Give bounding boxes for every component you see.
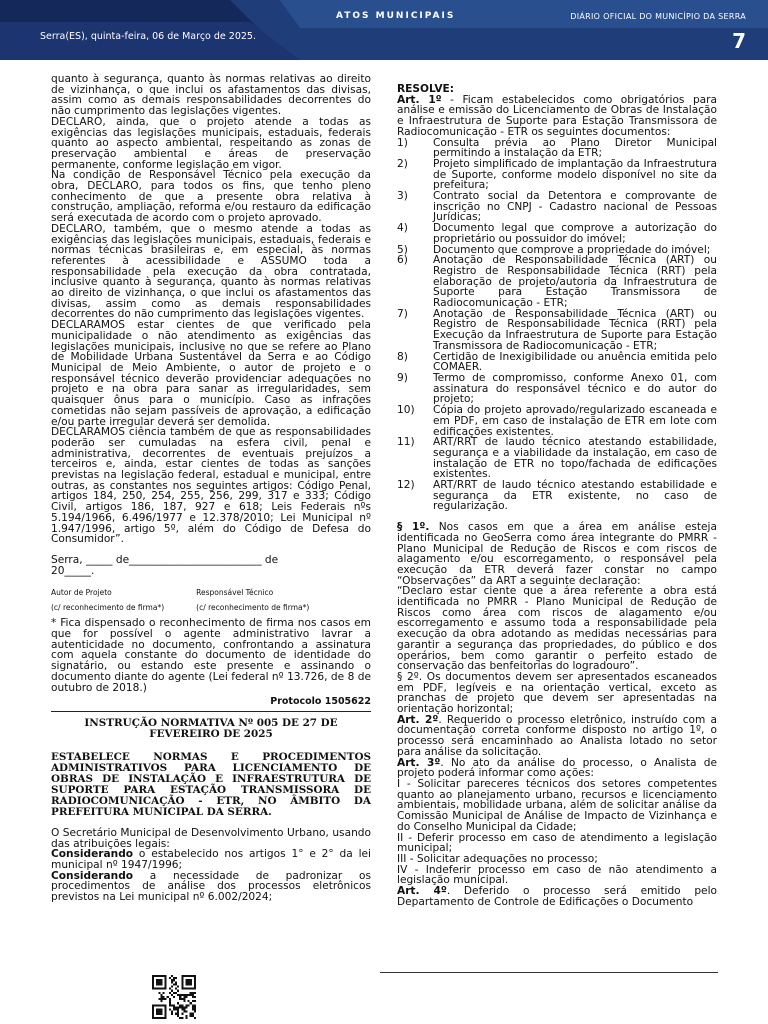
footnote: * Fica dispensado o reconhecimento de firma nos casos em que for possível o agente administrativo lavrar a autenticidade no documento, confrontando a assinatura com aquela constante do documento de identidade do signatário, ou estando este presente e assinando o documento diante do agente (Lei federal nº 13.726, de 8 de outubro de 2018.): [51, 617, 371, 694]
paragraph-text: Nos casos em que a área em análise esteja identificada no GeoSerra como área integrante do PMRR - Plano Municipal de Redução de Riscos e com riscos de alagamento e/ou escorregamento, o responsável pela execução da ETR deverá fazer constar no campo “Observações” da ART a seguinte declaração:: [397, 521, 717, 587]
secretary-paragraph: O Secretário Municipal de Desenvolvimento Urbano, usando das atribuições legais:: [51, 826, 371, 850]
list-item-text: Consulta prévia ao Plano Diretor Municipal permitindo a instalação da ETR;: [433, 136, 717, 160]
article-text: . No ato da análise do processo, o Analista de projeto poderá informar como ações:: [397, 756, 717, 780]
resolve-heading: RESOLVE:: [397, 83, 454, 95]
list-item-number: 9): [397, 371, 408, 384]
paragraph-label: § 1º.: [397, 521, 430, 534]
paragraph-2: § 2º. Os documentos devem ser apresentados escaneados em PDF, legíveis e na orientação vertical, exceto as pranchas de projeto que devem ser apresentadas na orientação horizontal;: [397, 670, 717, 716]
list-item-text: ART/RRT de laudo técnico atestando estabilidade, segurança e a viabilidade da instalação, em caso de instalação de ETR no topo/fachada de edificações existentes.: [433, 436, 717, 481]
header-banner: [0, 0, 768, 60]
article-label: Art. 1º: [397, 93, 442, 106]
article-2: [397, 715, 717, 758]
list-item-text: Anotação de Responsabilidade Técnica (ART) ou Registro de Responsabilidade Técnica (RRT) pela elaboração de projeto/autoria da Infraestrutura de Suporte para Estação Transmissora de Radiocomunicação - ETR;: [433, 254, 717, 310]
page-number: 7: [732, 29, 746, 53]
article-4: [397, 886, 717, 907]
left-column: [51, 74, 371, 903]
list-item-text: Certidão de Inexigibilidade ou anuência emitida pelo COMAER.: [433, 350, 717, 374]
considering-label: Considerando: [51, 848, 134, 861]
list-item-number: 10): [397, 404, 415, 417]
article-1: [397, 95, 717, 138]
article-3: [397, 758, 717, 779]
place-date-line: Serra, _____ de_________________________ de: [51, 553, 279, 566]
list-item-number: 1): [397, 136, 408, 149]
signature-author-note: (c/ reconhecimento de firma*): [51, 603, 165, 613]
list-item-text: Documento legal que comprove a autorização do proprietário ou possuidor do imóvel;: [433, 222, 717, 245]
issue-date: Serra(ES), quinta-feira, 06 de Março de 2025.: [40, 31, 256, 42]
list-item-number: 3): [397, 190, 408, 203]
list-item-number: 2): [397, 157, 408, 170]
signature-technician-note: (c/ reconhecimento de firma*): [196, 603, 310, 613]
paragraph: Na condição de Responsável Técnico pela execução da obra, DECLARO, para todos os fins, que tenho pleno conhecimento de que a presente obra relativa à construção, ampliação, reforma e/ou restauro da edificação será executada de acordo com o projeto aprovado.: [51, 169, 371, 225]
article-text: . Requerido o processo eletrônico, instruído com a documentação correta conforme disposto no artigo 1º, o processo será encaminhado ao Analista lotado no setor para análise da solicitação.: [397, 713, 717, 758]
article-label: Art. 4º: [397, 885, 447, 898]
action-3: III - Solicitar adequações no processo;: [397, 852, 598, 865]
article-text: . Deferido o processo será emitido pelo Departamento de Controle de Edificações o Documento: [397, 885, 717, 908]
document-list: [397, 138, 717, 513]
considering-text: a necessidade de padronizar os procedimentos de análise dos processos eletrônicos previstos na Lei municipal nº 6.002/2024;: [51, 869, 371, 904]
paragraph-1: [397, 522, 717, 586]
list-item-text: Anotação de Responsabilidade Técnica (ART) ou Registro de Responsabilidade Técnica (RRT) pela Execução da Infraestrutura de Suporte para Estação Transmissora de Radiocomunicação - ETR;: [433, 307, 717, 352]
place-date-year: 20_____.: [51, 564, 95, 577]
list-item-number: 4): [397, 222, 408, 235]
document-list-item: [397, 191, 717, 223]
considering-label: Considerando: [51, 869, 134, 882]
signature-technician: [196, 588, 309, 612]
document-list-item: [397, 159, 717, 191]
gazette-header: [0, 0, 768, 60]
considering-1: [51, 849, 371, 870]
list-item-number: 8): [397, 350, 408, 363]
document-list-item: [397, 255, 717, 309]
document-list-item: [397, 223, 717, 244]
instruction-subject: ESTABELECE NORMAS E PROCEDIMENTOS ADMINISTRATIVOS PARA LICENCIAMENTO DE OBRAS DE INSTALAÇÃO E INFRAESTRUTURA DE SUPORTE PARA ESTAÇÃO TRANSMISSORA DE RADIOCOMUNICAÇÃO - ETR, NO ÂMBITO DA PREFEITURA MUNICIPAL DA SERRA.: [51, 750, 371, 818]
action-1: I - Solicitar pareceres técnicos dos setores competentes quanto ao planejamento urbano, recursos e licenciamento ambientais, mobilidade urbana, além de solicitar análise da Comissão Municipal de Análise de Impacto de Vizinhança e do Conselho Municipal da Cidade;: [397, 778, 717, 833]
list-item-number: 6): [397, 254, 408, 267]
list-item-number: 12): [397, 479, 415, 492]
document-list-item: [397, 352, 717, 373]
paragraph: DECLARO, também, que o mesmo atende a todas as exigências das legislações municipais, estaduais, federais e normas técnicas brasileiras e, em especial, às normas referentes à acessibilidade e ASSUMO toda a responsabilidade pela execução da obra contratada, inclusive quanto à segurança, quanto às normas relativas ao direito de vizinhança, o que inclui os afastamentos das divisas, assim como as demais responsabilidades decorrentes do não cumprimento das legislações vigentes.: [51, 222, 371, 321]
article-label: Art. 3º: [397, 756, 441, 769]
considering-2: [51, 871, 371, 903]
action-4: IV - Indeferir processo em caso de não atendimento a legislação municipal.: [397, 863, 717, 887]
article-text: - Ficam estabelecidos como obrigatórios para análise e emissão do Licenciamento de Obras de Instalação e Infraestrutura de Suporte para Estação Transmissora de Radiocomunicação - ETR os seguintes documentos:: [397, 93, 718, 138]
document-list-item: [397, 405, 717, 437]
column-divider: [380, 972, 718, 973]
signature-row: [51, 588, 371, 612]
qr-code-icon: [152, 975, 196, 1019]
paragraph: DECLARAMOS ciência também de que as responsabilidades poderão ser cumuladas na esfera civil, penal e administrativa, decorrentes de eventuais prejuízos a terceiros e, ainda, estar cientes de todas as sanções previstas na legislação federal, estadual e municipal, entre outras, as constantes nos seguintes artigos: Código Penal, artigos 184, 250, 254, 255, 256, 299, 317 e 333; Código Civil, artigos 186, 187, 927 e 618; Leis Federais nºs 5.194/1966, 6.496/1977 e 12.378/2010; Lei Municipal nº 1.947/1996, artigo 5º, além do Código de Defesa do Consumidor”.: [51, 426, 371, 546]
action-2: II - Deferir processo em caso de atendimento a legislação municipal;: [397, 831, 717, 855]
section-divider: [51, 711, 371, 712]
signature-author: [51, 588, 164, 612]
paragraph: DECLARAMOS estar cientes de que verificado pela municipalidade o não atendimento as exigências das legislações municipais, inclusive no que se refere ao Plano de Mobilidade Urbana Sustentável da Serra e ao Código Municipal de Meio Ambiente, o autor de projeto e o responsável técnico deverão providenciar adequações no projeto e na obra para sanar as irregularidades, sem quaisquer ônus para o município. Caso as infrações cometidas não sejam passíveis de aprovação, a edificação e/ou parte irregular deverá ser demolida.: [51, 319, 371, 428]
instruction-title: INSTRUÇÃO NORMATIVA Nº 005 DE 27 DE FEVEREIRO DE 2025: [84, 716, 338, 740]
right-column: [397, 74, 717, 907]
article-label: Art. 2º: [397, 713, 439, 726]
document-list-item: [397, 138, 717, 159]
list-item-number: 5): [397, 243, 408, 256]
list-item-text: ART/RRT de laudo técnico atestando estabilidade e segurança da ETR existente, no caso de regularização.: [433, 479, 717, 513]
list-item-text: Documento que comprove a propriedade do imóvel;: [433, 243, 711, 256]
protocol-number: Protocolo 1505622: [270, 696, 371, 708]
considering-text: o estabelecido nos artigos 1° e 2° da lei municipal nº 1947/1996;: [51, 848, 371, 872]
list-item-text: Termo de compromisso, conforme Anexo 01, com assinatura do responsável técnico e do autor do projeto;: [433, 371, 717, 406]
document-list-item: [397, 480, 717, 512]
paragraph: DECLARO, ainda, que o projeto atende a todas as exigências das legislações municipais, estaduais, federais quanto ao aspecto ambiental, respeitando as zonas de preservação ambiental e áreas de preservação permanente, conforme legislação em vigor.: [51, 115, 371, 171]
document-list-item: [397, 309, 717, 352]
list-item-text: Cópia do projeto aprovado/regularizado escaneada e em PDF, em caso de instalação de ETR em lote com edificações existentes.: [433, 404, 717, 438]
document-list-item: [397, 373, 717, 405]
list-item-number: 11): [397, 436, 415, 449]
list-item-number: 7): [397, 307, 408, 320]
signature-author-label: Autor de Projeto: [51, 588, 112, 598]
list-item-text: Projeto simplificado de implantação da Infraestrutura de Suporte, conforme modelo disponível no site da prefeitura;: [433, 157, 717, 192]
signature-technician-label: Responsável Técnico: [196, 588, 274, 598]
gazette-title: DIÁRIO OFICIAL DO MUNICÍPIO DA SERRA: [570, 12, 746, 21]
document-list-item: [397, 437, 717, 480]
section-title: ATOS MUNICIPAIS: [336, 11, 456, 21]
paragraph: quanto à segurança, quanto às normas relativas ao direito de vizinhança, o que inclui os afastamentos das divisas, assim como as demais responsabilidades decorrentes do não cumprimento das legislações vigentes.: [51, 73, 371, 118]
declaration-quote: “Declaro estar ciente que a área referente a obra está identificada no PMRR - Plano Municipal de Redução de Riscos como área com riscos de alagamento e/ou escorregamento e assumo toda a responsabilidade pela execução da obra adotando as medidas necessárias para garantir a segurança das propriedades, do público e dos operários, bem como garantir o perfeito estado de conservação das benfeitorias do logradouro”.: [397, 585, 717, 673]
list-item-text: Contrato social da Detentora e comprovante de inscrição no CNPJ - Cadastro nacional de Pessoas Jurídicas;: [433, 190, 717, 224]
